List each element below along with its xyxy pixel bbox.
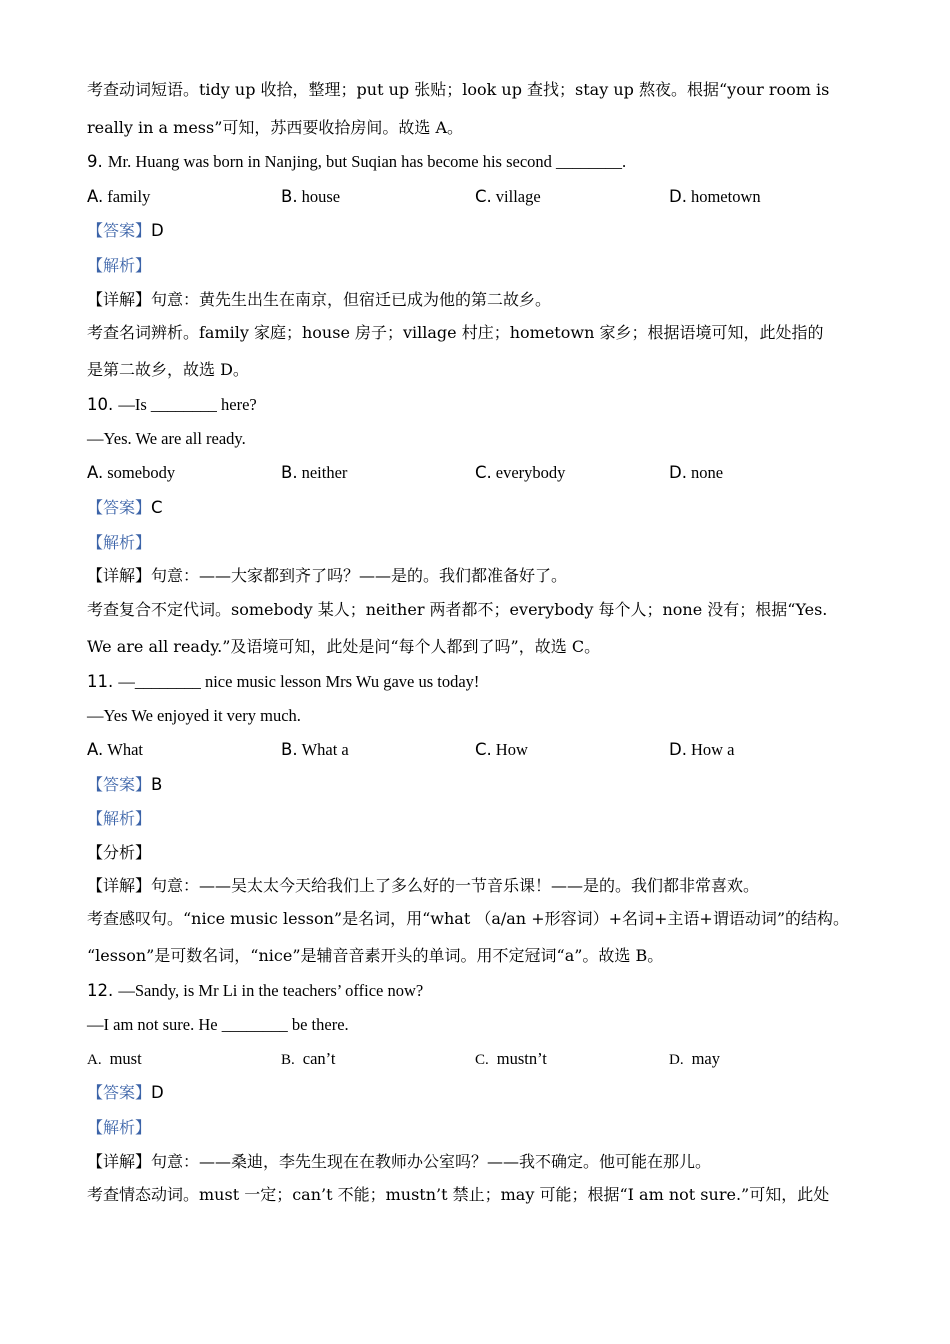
explanation-line: 考查感叹句。“nice music lesson”是名词，用“what （a/an +形容词）+名词+主语+谓语动词”的结构。 [87,909,849,928]
question-number: 9. [87,152,103,171]
detail-label: 【详解】 [87,876,152,895]
question-11-reply: —Yes We enjoyed it very much. [87,706,301,725]
option-letter: C. [475,1052,489,1068]
option-c [475,740,528,760]
option-letter: B. [281,740,298,759]
option-d [669,187,761,207]
explanation-line: 考查名词辨析。family 家庭；house 房子；village 村庄；hometown 家乡；根据语境可知，此处指的 [87,323,824,342]
detail-text: 句意：——大家都到齐了吗？——是的。我们都准备好了。 [151,566,568,585]
option-text: What [107,740,143,759]
question-number: 12. [87,981,114,1000]
analysis-label: 【解析】 [87,533,152,552]
option-letter: A. [87,187,104,206]
explanation-line: 考查复合不定代词。somebody 某人；neither 两者都不；everybody 每个人；none 没有；根据“Yes. [87,600,828,619]
question-number: 10. [87,395,114,414]
option-text: none [690,463,724,482]
explanation-line: 考查动词短语。tidy up 收拾，整理；put up 张贴；look up 查找；stay up 熬夜。根据“your room is [87,80,830,99]
detail-text: 句意：——桑迪，李先生现在在教师办公室吗？——我不确定。他可能在那儿。 [151,1152,712,1171]
option-letter: D. [669,187,687,206]
answer-label: 【答案】 [87,1083,152,1102]
option-text: village [495,187,541,206]
answer-line [87,775,162,795]
option-a [87,187,150,207]
option-text: can’t [302,1049,336,1068]
option-d [669,740,734,760]
question-text: —________ nice music lesson Mrs Wu gave us today! [118,672,480,691]
option-text: How [495,740,528,759]
explanation-line: really in a mess”可知，苏西要收拾房间。故选 A。 [87,118,464,137]
option-text: house [301,187,341,206]
question-11-stem [87,672,479,692]
question-9-stem [87,152,626,172]
question-10-stem [87,395,257,415]
detail-line [87,1152,711,1172]
fenxi-label: 【分析】 [87,843,152,862]
detail-line [87,876,759,896]
question-number: 11. [87,672,114,691]
detail-label: 【详解】 [87,566,152,585]
option-a [87,1049,142,1069]
question-10-reply: —Yes. We are all ready. [87,429,246,448]
option-letter: D. [669,1052,684,1068]
answer-value: D [151,1083,164,1102]
analysis-label: 【解析】 [87,809,152,828]
detail-label: 【详解】 [87,1152,152,1171]
option-text: hometown [690,187,761,206]
answer-label: 【答案】 [87,221,152,240]
option-a [87,463,175,483]
answer-line [87,498,163,518]
option-letter: C. [475,463,492,482]
option-text: neither [301,463,348,482]
option-b [281,740,349,760]
option-b [281,1049,335,1069]
question-text: Mr. Huang was born in Nanjing, but Suqian has become his second ________. [107,152,627,171]
explanation-line: 是第二故乡，故选 D。 [87,360,249,379]
option-c [475,463,565,483]
answer-value: B [151,775,163,794]
detail-line [87,290,551,310]
question-12-stem [87,981,423,1001]
option-b [281,187,340,207]
option-a [87,740,143,760]
option-text: What a [301,740,349,759]
question-12-reply: —I am not sure. He ________ be there. [87,1015,349,1034]
option-c [475,1049,547,1069]
answer-label: 【答案】 [87,498,152,517]
option-letter: D. [669,740,687,759]
detail-label: 【详解】 [87,290,152,309]
answer-value: C [151,498,163,517]
option-text: must [109,1049,142,1068]
question-text: —Sandy, is Mr Li in the teachers’ office now? [118,981,424,1000]
explanation-line: We are all ready.”及语境可知，此处是问“每个人都到了吗”，故选 C。 [87,637,601,656]
option-letter: B. [281,187,298,206]
question-text: —Is ________ here? [118,395,257,414]
option-d [669,1049,720,1069]
option-letter: D. [669,463,687,482]
detail-text: 句意：黄先生出生在南京，但宿迁已成为他的第二故乡。 [151,290,552,309]
detail-text: 句意：——吴太太今天给我们上了多么好的一节音乐课！——是的。我们都非常喜欢。 [151,876,760,895]
analysis-label: 【解析】 [87,256,152,275]
option-text: family [107,187,151,206]
detail-line [87,566,567,586]
option-text: How a [690,740,735,759]
option-text: everybody [495,463,566,482]
option-letter: A. [87,463,104,482]
option-letter: C. [475,187,492,206]
explanation-line: 考查情态动词。must 一定；can’t 不能；mustn’t 禁止；may 可能；根据“I am not sure.”可知，此处 [87,1185,830,1204]
answer-label: 【答案】 [87,775,152,794]
option-letter: B. [281,463,298,482]
explanation-line: “lesson”是可数名词，“nice”是辅音音素开头的单词。用不定冠词“a”。故选 B。 [87,946,664,965]
option-letter: A. [87,740,104,759]
answer-value: D [151,221,164,240]
option-text: somebody [107,463,176,482]
option-letter: C. [475,740,492,759]
option-text: mustn’t [496,1049,547,1068]
option-d [669,463,723,483]
answer-line [87,1083,164,1103]
option-b [281,463,347,483]
analysis-label: 【解析】 [87,1118,152,1137]
option-letter: A. [87,1052,102,1068]
option-text: may [691,1049,721,1068]
answer-line [87,221,164,241]
option-letter: B. [281,1052,295,1068]
option-c [475,187,541,207]
